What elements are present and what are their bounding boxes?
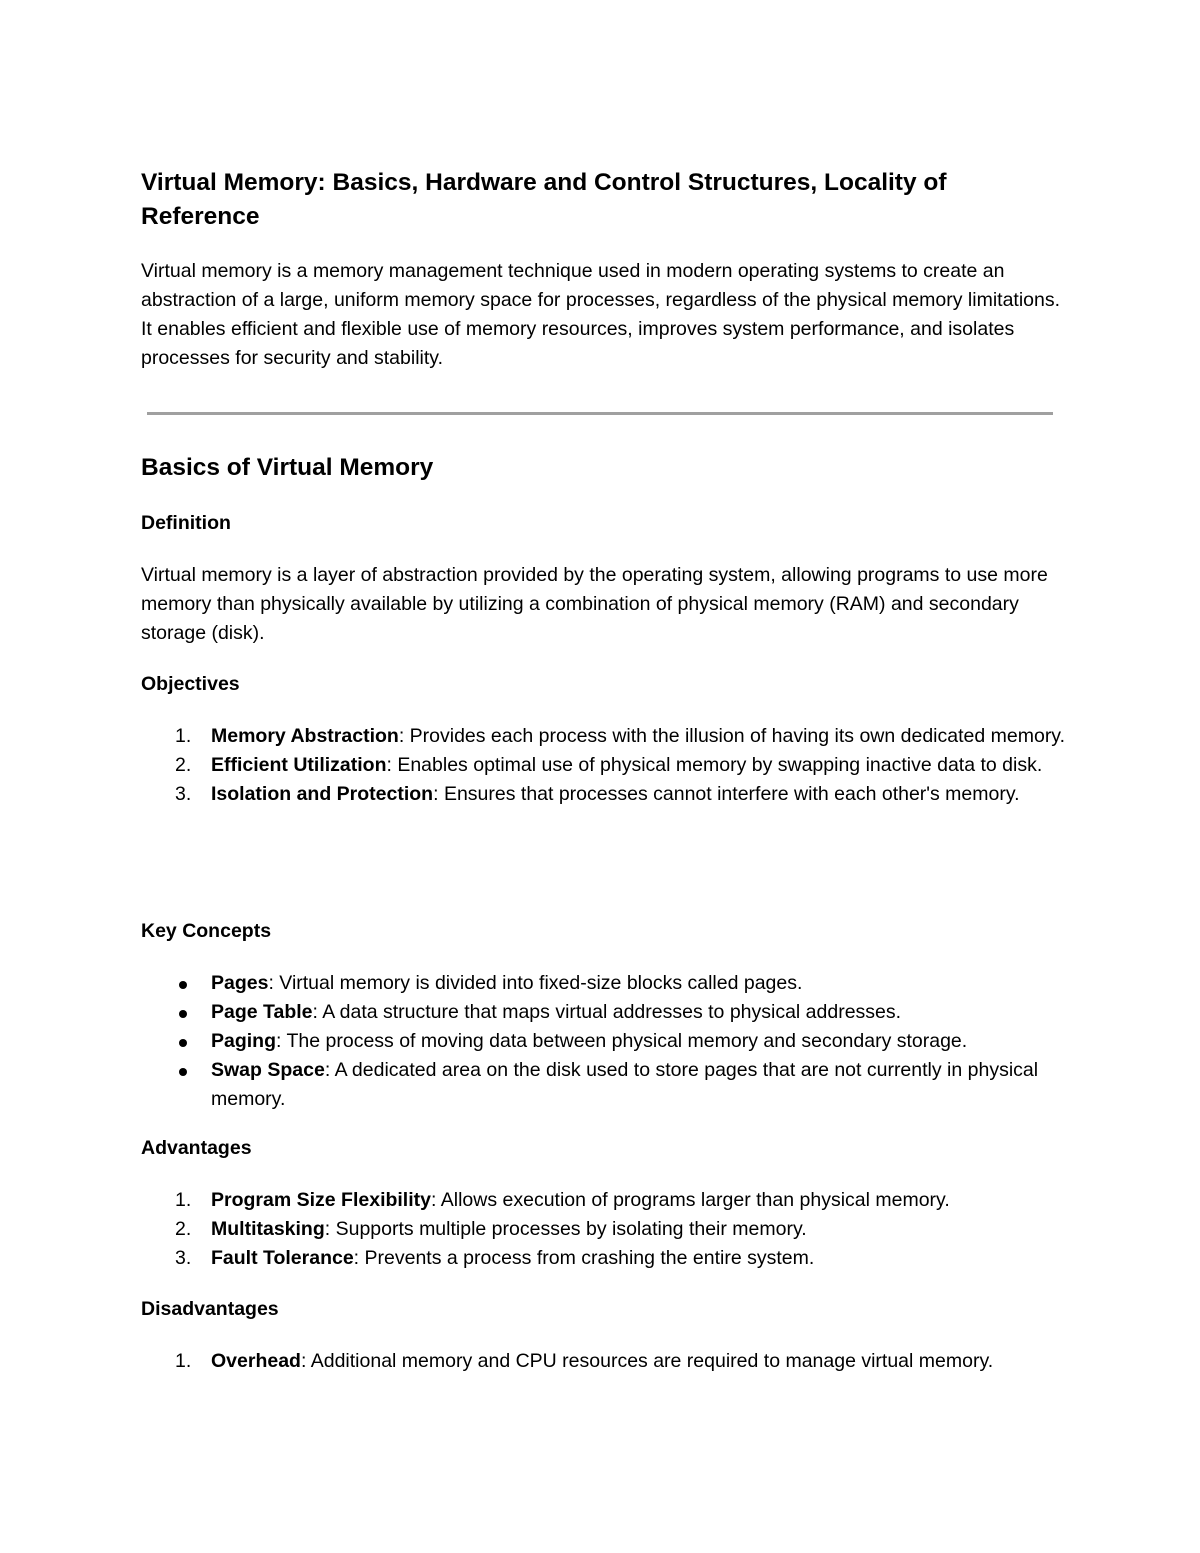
list-text: : Additional memory and CPU resources are required to manage virtual memory.: [300, 1350, 994, 1372]
list-text: : A dedicated area on the disk used to store pages that are not currently in physical memory.: [211, 1059, 1039, 1110]
bullet-icon: [179, 1039, 187, 1047]
key-concepts-heading: Key Concepts: [141, 920, 272, 942]
list-item: [141, 780, 1066, 809]
objectives-list: [141, 722, 1066, 809]
bullet-icon: [179, 981, 187, 989]
list-item: [141, 722, 1066, 751]
list-text: : Enables optimal use of physical memory by swapping inactive data to disk.: [386, 754, 1043, 776]
list-item: [141, 969, 1066, 998]
list-item: [141, 1244, 1066, 1273]
list-item: [141, 1056, 1066, 1114]
section-heading: Basics of Virtual Memory: [141, 454, 434, 481]
list-item: [141, 1186, 1066, 1215]
list-text: : Supports multiple processes by isolating their memory.: [324, 1218, 807, 1240]
bullet-icon: [179, 1068, 187, 1076]
list-term: Swap Space: [211, 1059, 325, 1081]
list-term: Program Size Flexibility: [211, 1189, 431, 1211]
list-text: : Ensures that processes cannot interfere with each other's memory.: [433, 783, 1020, 805]
bullet-icon: [179, 1010, 187, 1018]
list-item: [141, 751, 1066, 780]
list-item: [141, 1027, 1066, 1056]
document-title: Virtual Memory: Basics, Hardware and Control Structures, Locality of Reference: [141, 169, 947, 230]
list-number: 1.: [175, 725, 192, 747]
list-number: 1.: [175, 1189, 192, 1211]
list-term: Paging: [211, 1030, 277, 1052]
list-text: : The process of moving data between physical memory and secondary storage.: [276, 1030, 968, 1052]
intro-paragraph: Virtual memory is a memory management technique used in modern operating systems to create an abstraction of a large, uniform memory space for processes, regardless of the physical memory limitations. It enables efficient and flexible use of memory resources, improves system performance, and isolates processes for security and stability.: [141, 260, 1061, 369]
list-number: 1.: [175, 1350, 192, 1372]
list-term: Pages: [211, 972, 269, 994]
horizontal-divider: [147, 412, 1053, 415]
list-number: 3.: [175, 783, 192, 805]
list-term: Efficient Utilization: [211, 754, 387, 776]
list-item: [141, 1347, 1066, 1376]
list-text: : Prevents a process from crashing the entire system.: [353, 1247, 815, 1269]
list-number: 2.: [175, 1218, 192, 1240]
list-text: : Provides each process with the illusion of having its own dedicated memory.: [398, 725, 1066, 747]
disadvantages-list: [141, 1347, 1066, 1376]
list-number: 2.: [175, 754, 192, 776]
list-term: Overhead: [211, 1350, 301, 1372]
advantages-list: [141, 1186, 1066, 1273]
list-number: 3.: [175, 1247, 192, 1269]
list-term: Page Table: [211, 1001, 313, 1023]
list-text: : A data structure that maps virtual addresses to physical addresses.: [312, 1001, 902, 1023]
disadvantages-heading: Disadvantages: [141, 1298, 279, 1320]
list-item: [141, 1215, 1066, 1244]
list-item: [141, 998, 1066, 1027]
advantages-heading: Advantages: [141, 1137, 252, 1159]
list-term: Isolation and Protection: [211, 783, 434, 805]
objectives-heading: Objectives: [141, 673, 240, 695]
definition-heading: Definition: [141, 512, 231, 534]
list-term: Multitasking: [211, 1218, 325, 1240]
definition-paragraph: Virtual memory is a layer of abstraction provided by the operating system, allowing programs to use more memory than physically available by utilizing a combination of physical memory (RAM) and secondary storage (disk).: [141, 564, 1048, 644]
list-term: Fault Tolerance: [211, 1247, 354, 1269]
list-text: : Virtual memory is divided into fixed-size blocks called pages.: [268, 972, 803, 994]
list-term: Memory Abstraction: [211, 725, 399, 747]
key-concepts-list: [141, 969, 1066, 1114]
list-text: : Allows execution of programs larger than physical memory.: [430, 1189, 950, 1211]
